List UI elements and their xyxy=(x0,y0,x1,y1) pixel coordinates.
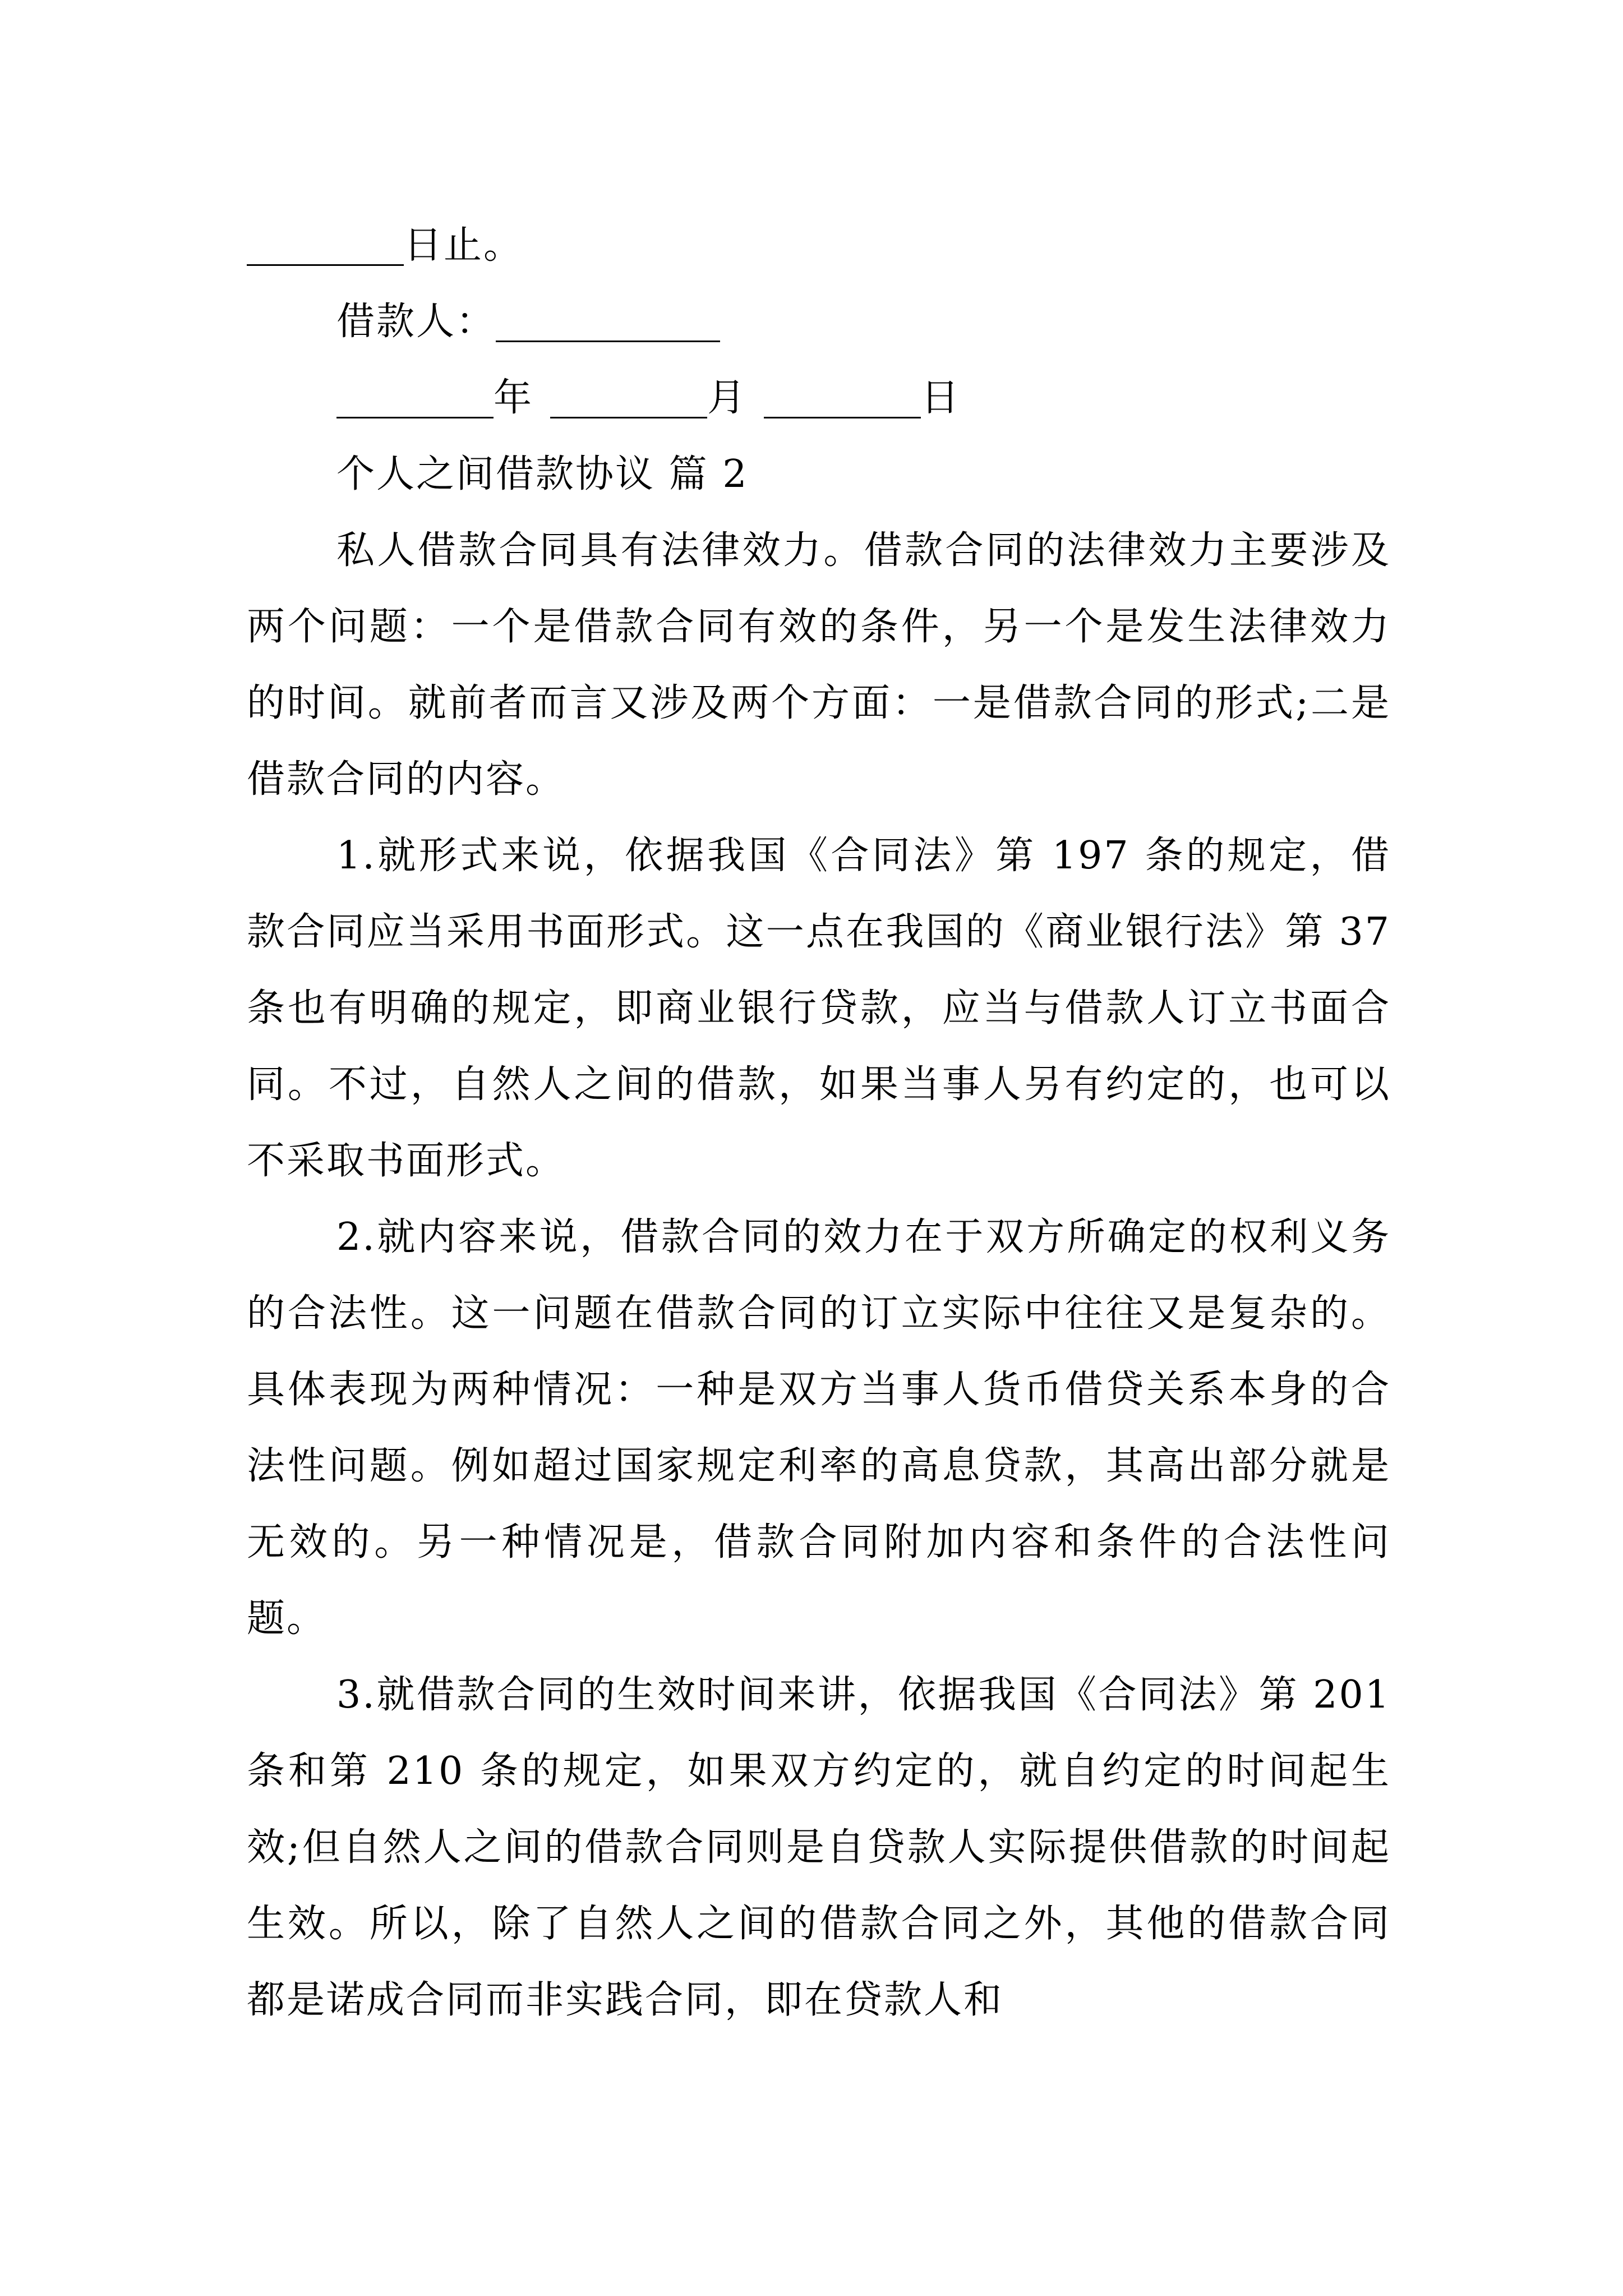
document-body xyxy=(247,208,1391,2039)
end-date-suffix: 日止。 xyxy=(404,223,524,268)
end-date-line xyxy=(247,208,1391,284)
date-day-label: 日 xyxy=(921,376,961,420)
paragraph-effective-time: 3.就借款合同的生效时间来讲，依据我国《合同法》第 201 条和第 210 条的规定，如果双方约定的，就自约定的时间起生效;但自然人之间的借款合同则是自贷款人实际提供借款的时间起生效。所以，除了自然人之间的借款合同之外，其他的借款合同都是诺成合同而非实践合同，即在贷款人和 xyxy=(247,1673,1391,2022)
paragraph-content: 2.就内容来说，借款合同的效力在于双方所确定的权利义务的合法性。这一问题在借款合同的订立实际中往往又是复杂的。具体表现为两种情况：一种是双方当事人货币借贷关系本身的合法性问题。例如超过国家规定利率的高息贷款，其高出部分就是无效的。另一种情况是，借款合同附加内容和条件的合法性问题。 xyxy=(247,1215,1391,1641)
blank-field-year xyxy=(336,379,494,418)
borrower-line xyxy=(247,284,1391,360)
blank-field-borrower xyxy=(496,302,720,342)
blank-field-date xyxy=(764,379,921,418)
borrower-label: 借款人： xyxy=(336,300,496,344)
blank-field-month xyxy=(550,379,707,418)
signature-date-line xyxy=(247,360,1391,436)
date-month-label: 月 xyxy=(707,376,748,420)
paragraph-intro: 私人借款合同具有法律效力。借款合同的法律效力主要涉及两个问题：一个是借款合同有效的条件，另一个是发生法律效力的时间。就前者而言又涉及两个方面：一是借款合同的形式;二是借款合同的内容。 xyxy=(247,528,1391,802)
blank-field-day xyxy=(247,226,404,266)
date-year-label: 年 xyxy=(494,376,534,420)
section-title: 个人之间借款协议 篇 2 xyxy=(336,452,749,496)
paragraph-form: 1.就形式来说，依据我国《合同法》第 197 条的规定，借款合同应当采用书面形式。这一点在我国的《商业银行法》第 37 条也有明确的规定，即商业银行贷款，应当与借款人订立书面合同。不过，自然人之间的借款，如果当事人另有约定的，也可以不采取书面形式。 xyxy=(247,834,1391,1183)
